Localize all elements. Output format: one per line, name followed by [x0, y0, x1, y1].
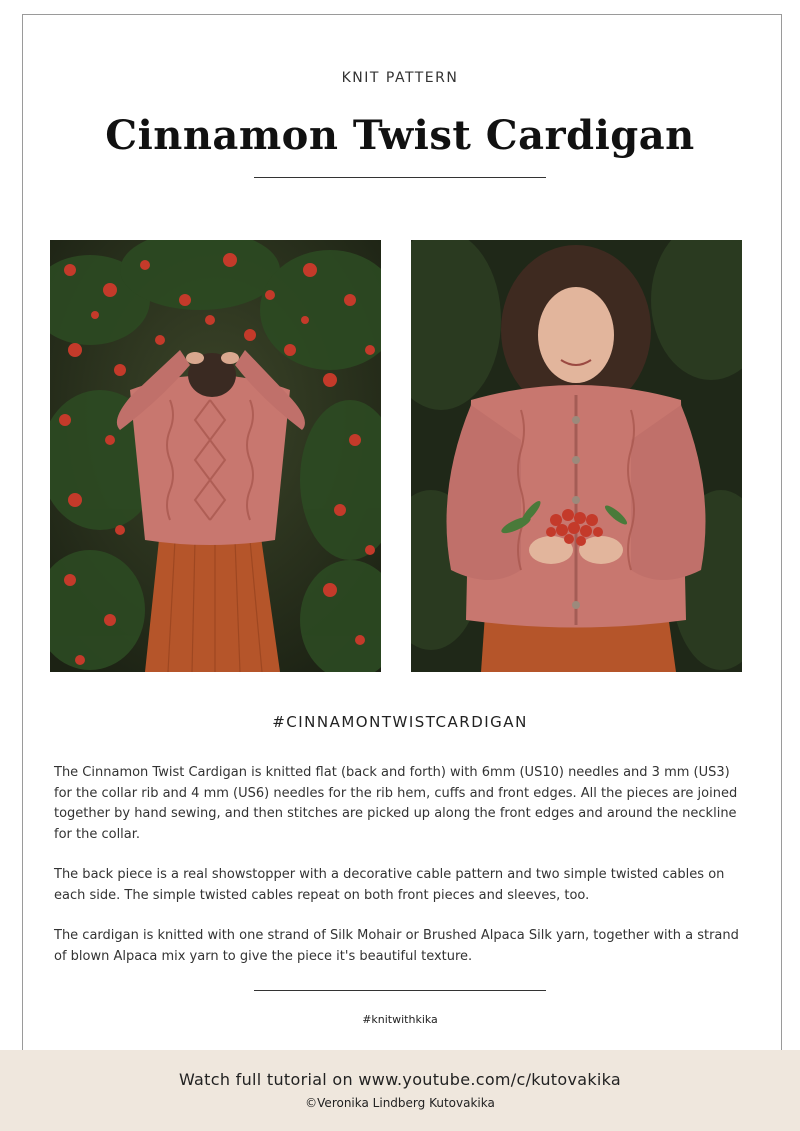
description-paragraph: The back piece is a real showstopper with a decorative cable pattern and two simple twisted cables on each side. The simple twisted cables repeat on both front pieces and sleeves, too. — [54, 867, 725, 903]
description-paragraph: The cardigan is knitted with one strand of Silk Mohair or Brushed Alpaca Silk yarn, together with a strand of blown Alpaca mix yarn to give the piece it's beautiful texture. — [54, 928, 739, 964]
page-title: Cinnamon Twist Cardigan — [105, 112, 695, 159]
pattern-kicker: KNIT PATTERN — [341, 70, 459, 86]
footer-banner — [0, 1050, 800, 1131]
pattern-description — [54, 763, 750, 987]
front-view-photo — [411, 240, 742, 672]
tutorial-link-text: Watch full tutorial on www.youtube.com/c/kutovakika — [178, 1070, 622, 1089]
copyright-text: ©Veronika Lindberg Kutovakika — [305, 1096, 495, 1110]
back-view-photo — [50, 240, 381, 672]
closing-divider — [254, 990, 546, 991]
pattern-hashtag: #CINNAMONTWISTCARDIGAN — [272, 713, 528, 731]
description-paragraph: The Cinnamon Twist Cardigan is knitted flat (back and forth) with 6mm (US10) needles and 3 mm (US3) for the collar rib and 4 mm (US6) needles for the rib hem, cuffs and front edges. All the pieces are joined together by hand sewing, and then stitches are picked up along the front edges and around the neckline for the collar. — [54, 765, 738, 842]
title-divider — [254, 177, 546, 178]
social-hashtag: #knitwithkika — [362, 1013, 438, 1026]
